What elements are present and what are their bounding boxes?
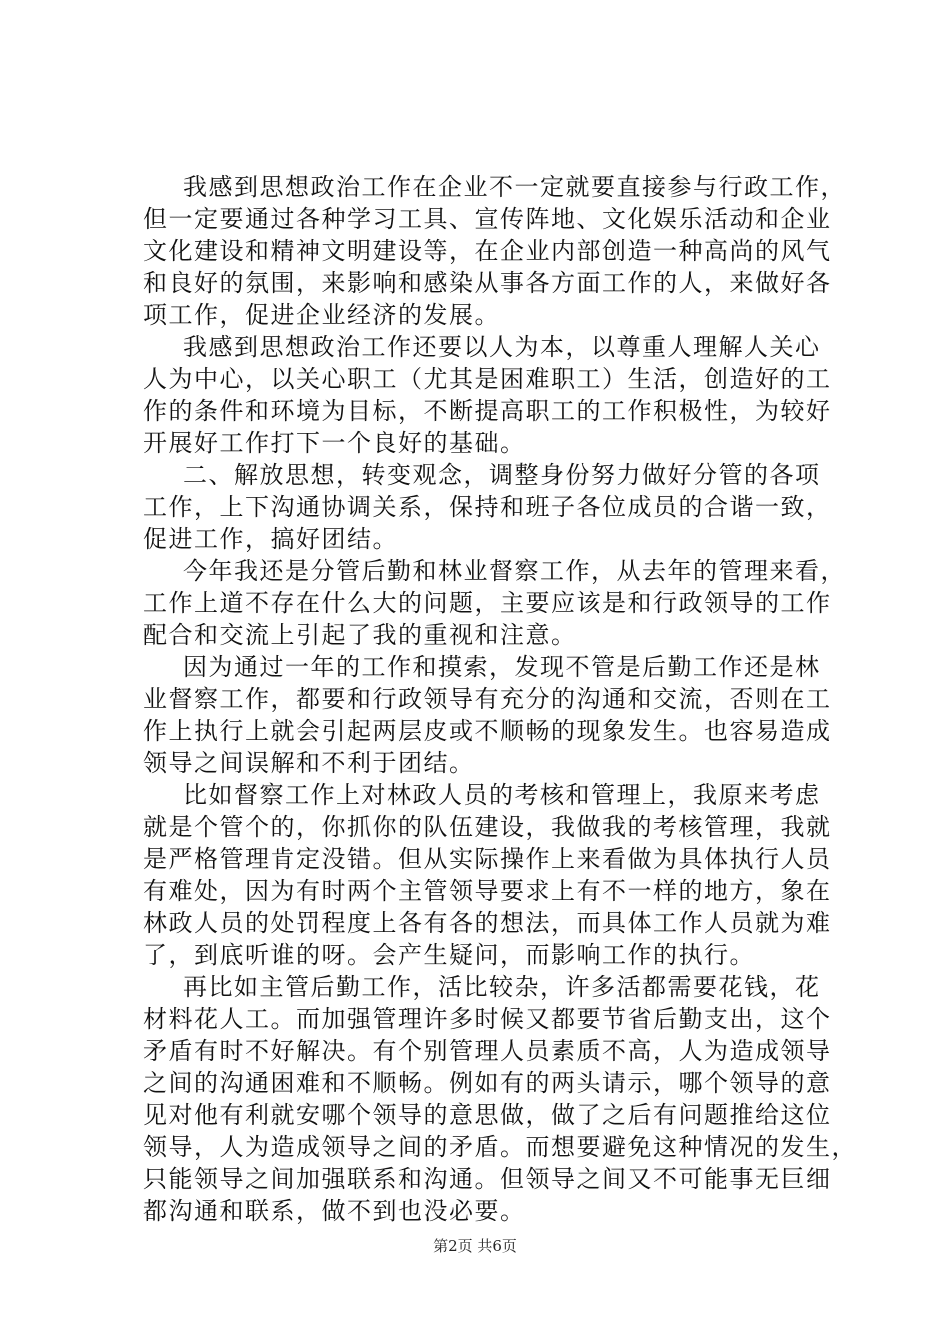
text-line: 只能领导之间加强联系和沟通。但领导之间又不可能事无巨细 <box>143 1165 832 1193</box>
text-line: 再比如主管后勤工作，活比较杂，许多活都需要花钱，花 <box>183 973 821 1001</box>
text-line: 领导之间误解和不利于团结。 <box>143 749 475 777</box>
page-number-footer: 第2页 共6页 <box>433 1237 517 1255</box>
text-line: 我感到思想政治工作还要以人为本，以尊重人理解人关心 <box>183 333 821 361</box>
text-line: 我感到思想政治工作在企业不一定就要直接参与行政工作， <box>183 173 846 201</box>
text-line: 材料花人工。而加强管理许多时候又都要节省后勤支出，这个 <box>143 1005 832 1033</box>
text-line: 见对他有利就安哪个领导的意思做，做了之后有问题推给这位 <box>143 1101 832 1129</box>
text-line: 矛盾有时不好解决。有个别管理人员素质不高，人为造成领导 <box>143 1037 832 1065</box>
text-line: 是严格管理肯定没错。但从实际操作上来看做为具体执行人员 <box>143 845 832 873</box>
text-line: 之间的沟通困难和不顺畅。例如有的两头请示，哪个领导的意 <box>143 1069 832 1097</box>
text-line: 二、解放思想，转变观念，调整身份努力做好分管的各项 <box>183 461 821 489</box>
paragraph <box>143 971 857 1227</box>
paragraph <box>143 331 843 459</box>
text-line: 开展好工作打下一个良好的基础。 <box>143 429 526 457</box>
text-line: 了，到底听谁的呀。会产生疑问，而影响工作的执行。 <box>143 941 755 969</box>
paragraph <box>143 459 843 555</box>
paragraph <box>143 779 843 971</box>
text-line: 人为中心，以关心职工（尤其是困难职工）生活，创造好的工 <box>143 365 832 393</box>
text-line: 工作，上下沟通协调关系，保持和班子各位成员的合谐一致， <box>143 493 832 521</box>
paragraph <box>143 555 846 651</box>
text-line: 作上执行上就会引起两层皮或不顺畅的现象发生。也容易造成 <box>143 717 832 745</box>
text-line: 作的条件和环境为目标，不断提高职工的工作积极性，为较好 <box>143 397 832 425</box>
text-line: 林政人员的处罚程度上各有各的想法，而具体工作人员就为难 <box>143 909 832 937</box>
text-line: 业督察工作，都要和行政领导有充分的沟通和交流，否则在工 <box>143 685 832 713</box>
paragraph <box>143 171 846 331</box>
text-line: 文化建设和精神文明建设等，在企业内部创造一种高尚的风气 <box>143 237 832 265</box>
text-line: 和良好的氛围，来影响和感染从事各方面工作的人，来做好各 <box>143 269 832 297</box>
text-line: 配合和交流上引起了我的重视和注意。 <box>143 621 577 649</box>
text-line: 有难处，因为有时两个主管领导要求上有不一样的地方，象在 <box>143 877 832 905</box>
text-line: 领导，人为造成领导之间的矛盾。而想要避免这种情况的发生， <box>143 1133 857 1161</box>
paragraph <box>143 651 843 779</box>
text-line: 工作上道不存在什么大的问题，主要应该是和行政领导的工作 <box>143 589 832 617</box>
text-line: 因为通过一年的工作和摸索，发现不管是后勤工作还是林 <box>183 653 821 681</box>
text-line: 今年我还是分管后勤和林业督察工作，从去年的管理来看， <box>183 557 846 585</box>
text-line: 就是个管个的，你抓你的队伍建设，我做我的考核管理，我就 <box>143 813 832 841</box>
text-line: 项工作，促进企业经济的发展。 <box>143 301 500 329</box>
text-line: 都沟通和联系，做不到也没必要。 <box>143 1197 526 1225</box>
text-line: 促进工作，搞好团结。 <box>143 525 398 553</box>
text-line: 但一定要通过各种学习工具、宣传阵地、文化娱乐活动和企业 <box>143 205 832 233</box>
text-line: 比如督察工作上对林政人员的考核和管理上，我原来考虑 <box>183 781 821 809</box>
document-body <box>143 171 857 1227</box>
